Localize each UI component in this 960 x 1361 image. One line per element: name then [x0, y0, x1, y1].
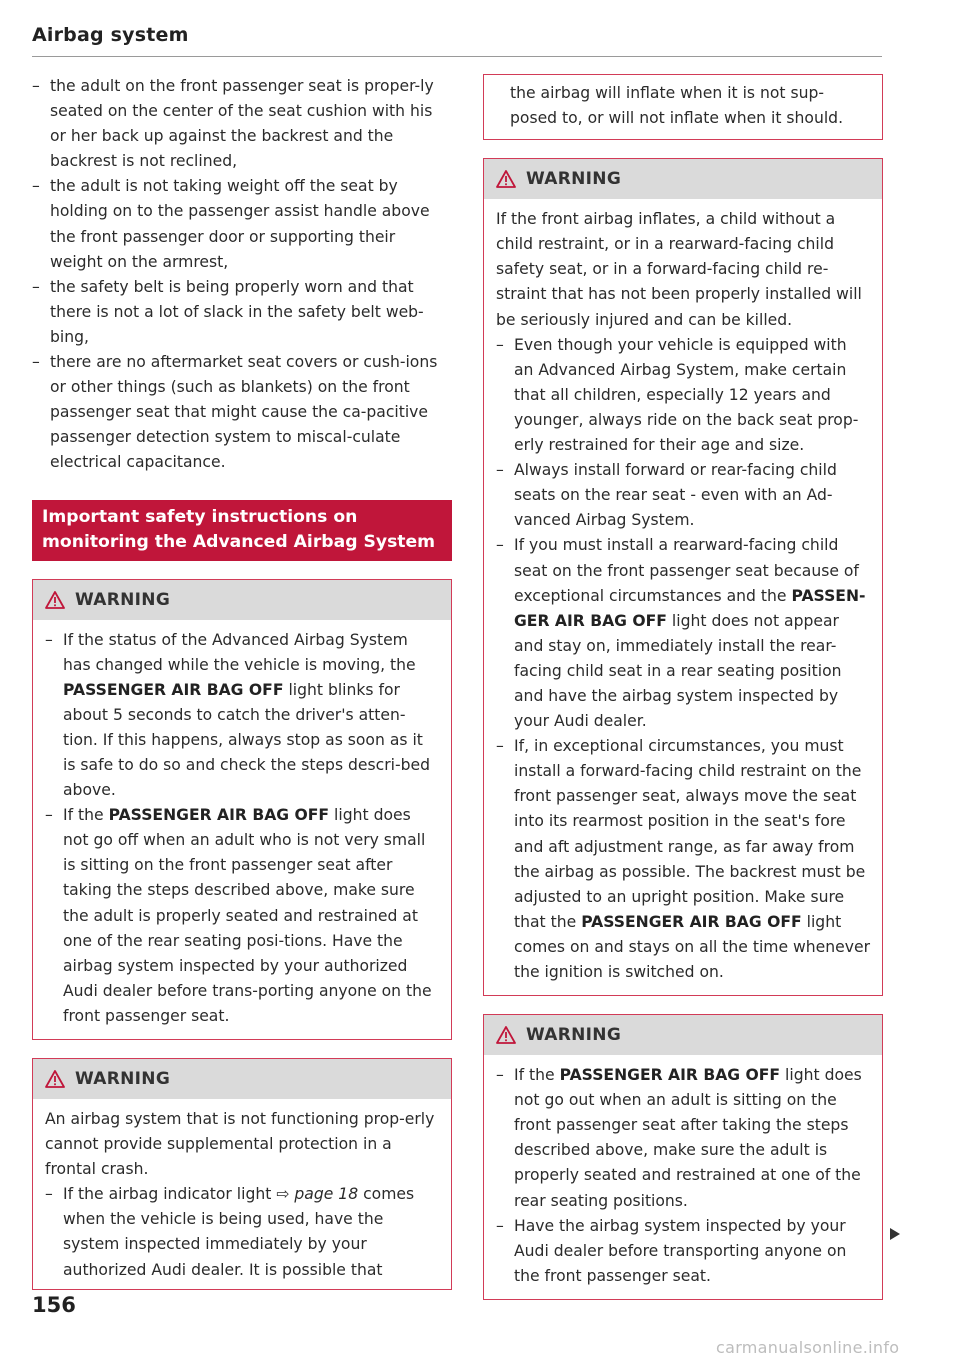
- warning-paragraph: If the front airbag inflates, a child without a child restraint, or in a rearward-facing child safety seat, or in a forward-facing child re-straint that has not been properly installed will be seriously injured and can be killed.: [496, 210, 862, 329]
- warning-header: [484, 159, 882, 199]
- warning-label: WARNING: [75, 589, 171, 610]
- indicator-name: PASSENGER AIR BAG OFF: [63, 680, 284, 699]
- list-item: – If you must install a rearward-facing child seat on the front passenger seat because of exceptional circumstances and the PASSEN-GER AIR BAG OFF light does not appear and stay on, immediately install the rear-facing child seat in a rear seating position and have the airbag system inspected by your Audi dealer.: [496, 533, 870, 734]
- warning-triangle-icon: [45, 591, 65, 609]
- list-item: – the adult is not taking weight off the seat by holding on to the passenger assist handle above the front passenger door or supporting their weight on the armrest,: [32, 174, 452, 274]
- warning-header: [484, 1015, 882, 1055]
- warning-body: [33, 1099, 451, 1289]
- warning-label: WARNING: [526, 1025, 622, 1046]
- indicator-name: PASSENGER AIR BAG OFF: [581, 912, 802, 931]
- warning-triangle-icon: [496, 170, 516, 188]
- warning-triangle-icon: [496, 1026, 516, 1044]
- warning-label: WARNING: [75, 1069, 171, 1089]
- warning-box: [32, 579, 452, 1041]
- indicator-name: PASSENGER AIR BAG OFF: [108, 806, 330, 825]
- warning-box: [483, 158, 883, 996]
- warning-triangle-icon: [45, 1070, 65, 1088]
- warning-body: [484, 1055, 882, 1299]
- list-item: – If the airbag indicator light ⇨ page 18 comes when the vehicle is being used, have the system inspected immediately by your authorized Audi dealer. It is possible that: [45, 1182, 439, 1282]
- indicator-name: PASSENGER AIR BAG OFF: [559, 1066, 781, 1085]
- warning-paragraph: An airbag system that is not functioning prop-erly cannot provide supplemental protection in a frontal crash.: [45, 1110, 435, 1179]
- warning-header: [33, 580, 451, 620]
- list-item: – If the status of the Advanced Airbag System has changed while the vehicle is moving, the PASSENGER AIR BAG OFF light blinks for about 5 seconds to catch the driver's atten-tion. If this happens, always stop as soon as it is safe to do so and check the steps descri-bed above.: [45, 628, 439, 804]
- section-heading: Important safety instructions on monitoring the Advanced Airbag System: [32, 500, 452, 561]
- warning-label: WARNING: [526, 169, 622, 190]
- warning-header: [33, 1059, 451, 1099]
- list-item: – the adult on the front passenger seat is proper-ly seated on the center of the seat cushion with his or her back up against the backrest and the backrest is not reclined,: [32, 74, 452, 174]
- left-column: [32, 74, 452, 1290]
- list-item: – Always install forward or rear-facing child seats on the rear seat - even with an Ad-vanced Airbag System.: [496, 458, 870, 533]
- list-item: – the safety belt is being properly worn and that there is not a lot of slack in the safety belt web-bing,: [32, 275, 452, 350]
- page-title: Airbag system: [32, 24, 189, 46]
- page-reference-link[interactable]: ⇨ page 18: [276, 1185, 359, 1204]
- list-item: – Even though your vehicle is equipped with an Advanced Airbag System, make certain that all children, especially 12 years and younger, always ride on the back seat prop-erly restrained for their age and size.: [496, 333, 870, 458]
- warning-box: [32, 1058, 452, 1290]
- header-divider: [32, 56, 882, 57]
- warning-continued-text: the airbag will inflate when it is not sup-posed to, or will not inflate when it should.: [510, 84, 844, 128]
- list-item: – there are no aftermarket seat covers or cush-ions or other things (such as blankets) on the front passenger seat that might cause the ca-pacitive passenger detection system to miscal-culate electrical capacitance.: [32, 350, 452, 475]
- page-header: [32, 24, 882, 57]
- continue-arrow-icon: [889, 1228, 901, 1240]
- right-column: [483, 74, 883, 1300]
- page-number: 156: [32, 1293, 76, 1317]
- watermark: carmanualsonline.info: [716, 1338, 900, 1357]
- warning-body: [33, 620, 451, 1040]
- warning-continued-box: [483, 74, 883, 140]
- warning-body: [484, 199, 882, 995]
- warning-box: [483, 1014, 883, 1300]
- indicator-name: PASSEN-GER AIR BAG OFF: [514, 586, 866, 630]
- list-item: – If, in exceptional circumstances, you must install a forward-facing child restraint on the front passenger seat, always move the seat into its rearmost position in the seat's fore and aft adjustment range, as far away from the airbag as possible. The backrest must be adjusted to an upright position. Make sure that the PASSENGER AIR BAG OFF light comes on and stays on all the time whenever the ignition is switched on.: [496, 734, 870, 985]
- list-item: – If the PASSENGER AIR BAG OFF light does not go out when an adult is sitting on the front passenger seat after taking the steps described above, make sure the adult is properly seated and restrained at one of the rear seating positions.: [496, 1063, 870, 1214]
- list-item: – If the PASSENGER AIR BAG OFF light does not go off when an adult who is not very small is sitting on the front passenger seat after taking the steps described above, make sure the adult is properly seated and restrained at one of the rear seating posi-tions. Have the airbag system inspected by your authorized Audi dealer before trans-porting anyone on the front passenger seat.: [45, 803, 439, 1029]
- list-item: – Have the airbag system inspected by your Audi dealer before transporting anyone on the front passenger seat.: [496, 1214, 870, 1289]
- intro-list: [32, 74, 452, 476]
